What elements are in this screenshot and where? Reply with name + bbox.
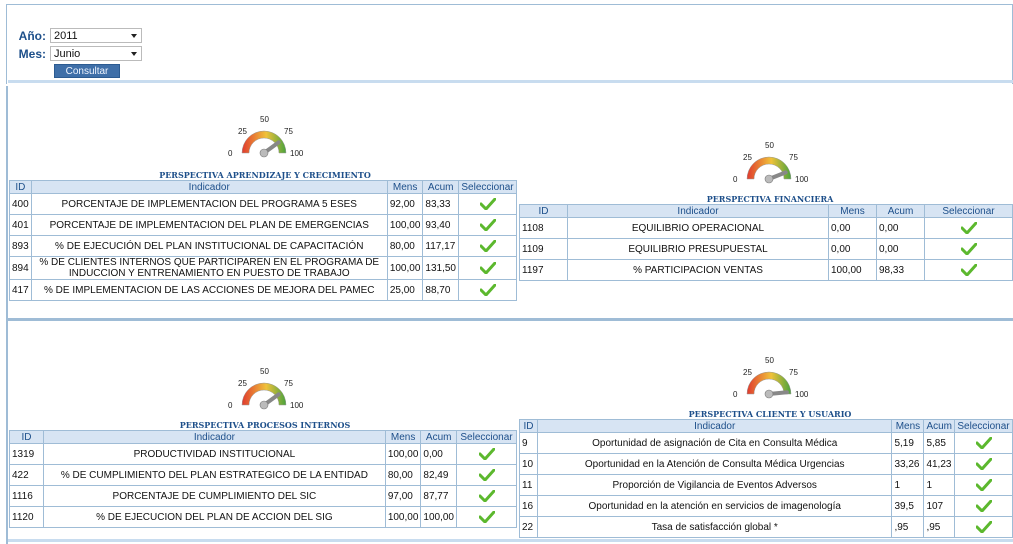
column-header-indicator: Indicador <box>31 181 387 194</box>
select-check-icon[interactable] <box>961 244 977 255</box>
cell-indicator: PORCENTAJE DE CUMPLIMIENTO DEL SIC <box>44 486 386 507</box>
year-select[interactable] <box>50 28 142 43</box>
column-header-mens: Mens <box>829 205 877 218</box>
select-check-icon[interactable] <box>480 199 496 210</box>
cell-indicator: PORCENTAJE DE IMPLEMENTACION DEL PLAN DE EMERGENCIAS <box>31 215 387 236</box>
gauge-tick-label: 50 <box>260 367 269 376</box>
cell-mens: ,95 <box>892 517 924 538</box>
column-header-select: Seleccionar <box>457 431 517 444</box>
cell-acum: 82,49 <box>421 465 457 486</box>
chevron-down-icon <box>131 52 137 56</box>
cell-id: 1109 <box>520 239 568 260</box>
cell-acum: 41,23 <box>924 454 955 475</box>
indicator-table-procesos <box>9 430 517 528</box>
column-header-select: Seleccionar <box>459 181 517 194</box>
select-check-icon[interactable] <box>961 265 977 276</box>
select-cell <box>459 280 517 301</box>
gauge-tick-label: 0 <box>228 149 233 158</box>
gauge-tick-label: 0 <box>228 401 233 410</box>
select-cell <box>457 444 517 465</box>
table-header <box>10 181 517 194</box>
cell-mens: 33,26 <box>892 454 924 475</box>
indicator-table-aprendizaje <box>9 180 517 301</box>
column-header-indicator: Indicador <box>568 205 829 218</box>
select-check-icon[interactable] <box>976 480 992 491</box>
select-cell <box>457 465 517 486</box>
table-header <box>10 431 517 444</box>
select-check-icon[interactable] <box>479 491 495 502</box>
cell-indicator: % DE EJECUCION DEL PLAN DE ACCION DEL SIG <box>44 507 386 528</box>
select-cell <box>955 517 1013 538</box>
select-cell <box>955 496 1013 517</box>
column-header-mens: Mens <box>892 420 924 433</box>
cell-id: 10 <box>520 454 538 475</box>
table-row <box>520 475 1013 496</box>
table-row <box>10 257 517 280</box>
gauge-tick-label: 50 <box>260 115 269 124</box>
table-row <box>520 218 1013 239</box>
column-header-id: ID <box>10 181 32 194</box>
gauge-financiera <box>729 141 809 185</box>
gauge-tick-label: 25 <box>743 153 752 162</box>
cell-mens: 100,00 <box>829 260 877 281</box>
cell-mens: 39,5 <box>892 496 924 517</box>
table-row <box>520 239 1013 260</box>
select-cell <box>459 215 517 236</box>
select-check-icon[interactable] <box>480 263 496 274</box>
cell-id: 417 <box>10 280 32 301</box>
cell-mens: 80,00 <box>385 465 421 486</box>
column-header-id: ID <box>10 431 44 444</box>
table-row <box>10 215 517 236</box>
table-row <box>520 260 1013 281</box>
cell-acum: ,95 <box>924 517 955 538</box>
table-row <box>10 444 517 465</box>
gauge-tick-label: 100 <box>290 401 304 410</box>
select-check-icon[interactable] <box>480 220 496 231</box>
gauge-tick-label: 50 <box>765 141 774 150</box>
column-header-acum: Acum <box>924 420 955 433</box>
select-cell <box>457 507 517 528</box>
cell-mens: 100,00 <box>385 507 421 528</box>
cell-acum: 0,00 <box>877 239 925 260</box>
cell-indicator: % DE EJECUCIÓN DEL PLAN INSTITUCIONAL DE CAPACITACIÓN <box>31 236 387 257</box>
column-header-acum: Acum <box>421 431 457 444</box>
filter-panel-rule <box>8 80 1013 83</box>
cell-indicator: % PARTICIPACION VENTAS <box>568 260 829 281</box>
cell-id: 893 <box>10 236 32 257</box>
table-row <box>520 454 1013 475</box>
column-header-mens: Mens <box>385 431 421 444</box>
select-cell <box>457 486 517 507</box>
column-header-select: Seleccionar <box>925 205 1013 218</box>
cell-indicator: % DE CLIENTES INTERNOS QUE PARTICIPAREN EN EL PROGRAMA DE INDUCCION Y ENTRENAMIENTO EN PUESTO DE TRABAJO <box>31 257 387 280</box>
perspective-title-aprendizaje: PERSPECTIVA APRENDIZAJE Y CRECIMIENTO <box>159 170 371 180</box>
cell-indicator: Oportunidad de asignación de Cita en Consulta Médica <box>538 433 892 454</box>
select-check-icon[interactable] <box>479 470 495 481</box>
table-header <box>520 205 1013 218</box>
perspective-title-financiera: PERSPECTIVA FINANCIERA <box>706 194 834 204</box>
gauge-tick-label: 75 <box>789 368 798 377</box>
cell-id: 1319 <box>10 444 44 465</box>
year-select-value: 2011 <box>54 30 78 42</box>
cell-indicator: PORCENTAJE DE IMPLEMENTACION DEL PROGRAMA 5 ESES <box>31 194 387 215</box>
select-check-icon[interactable] <box>976 459 992 470</box>
gauge-aprendizaje <box>224 115 304 159</box>
cell-indicator: EQUILIBRIO OPERACIONAL <box>568 218 829 239</box>
cell-indicator: Proporción de Vigilancia de Eventos Adversos <box>538 475 892 496</box>
column-header-indicator: Indicador <box>538 420 892 433</box>
cell-indicator: % DE IMPLEMENTACION DE LAS ACCIONES DE MEJORA DEL PAMEC <box>31 280 387 301</box>
column-header-select: Seleccionar <box>955 420 1013 433</box>
cell-id: 11 <box>520 475 538 496</box>
select-check-icon[interactable] <box>480 285 496 296</box>
cell-acum: 0,00 <box>877 218 925 239</box>
select-check-icon[interactable] <box>479 512 495 523</box>
column-header-id: ID <box>520 205 568 218</box>
cell-mens: 100,00 <box>385 444 421 465</box>
indicator-table-financiera <box>519 204 1013 281</box>
cell-acum: 88,70 <box>423 280 459 301</box>
table-row <box>520 517 1013 538</box>
gauge-tick-label: 25 <box>238 379 247 388</box>
cell-mens: 5,19 <box>892 433 924 454</box>
select-cell <box>925 239 1013 260</box>
cell-id: 401 <box>10 215 32 236</box>
cell-id: 9 <box>520 433 538 454</box>
gauge-tick-label: 25 <box>238 127 247 136</box>
column-header-acum: Acum <box>423 181 459 194</box>
cell-mens: 97,00 <box>385 486 421 507</box>
year-filter <box>14 28 142 43</box>
gauge-tick-label: 75 <box>284 379 293 388</box>
select-check-icon[interactable] <box>961 223 977 234</box>
cell-indicator: EQUILIBRIO PRESUPUESTAL <box>568 239 829 260</box>
select-cell <box>955 475 1013 496</box>
cell-acum: 93,40 <box>423 215 459 236</box>
cell-mens: 100,00 <box>387 257 423 280</box>
select-cell <box>925 260 1013 281</box>
cell-mens: 0,00 <box>829 218 877 239</box>
table-row <box>10 465 517 486</box>
cell-id: 22 <box>520 517 538 538</box>
cell-id: 422 <box>10 465 44 486</box>
section-divider <box>6 318 1013 321</box>
cell-id: 1116 <box>10 486 44 507</box>
cell-indicator: PRODUCTIVIDAD INSTITUCIONAL <box>44 444 386 465</box>
cell-acum: 87,77 <box>421 486 457 507</box>
cell-indicator: Oportunidad en la atención en servicios de imagenología <box>538 496 892 517</box>
select-cell <box>459 194 517 215</box>
cell-acum: 98,33 <box>877 260 925 281</box>
month-filter <box>14 46 142 61</box>
cell-id: 1197 <box>520 260 568 281</box>
consult-button[interactable]: Consultar <box>54 64 120 78</box>
table-row <box>520 433 1013 454</box>
cell-acum: 131,50 <box>423 257 459 280</box>
month-select-value: Junio <box>54 48 81 60</box>
gauge-tick-label: 100 <box>290 149 304 158</box>
cell-acum: 1 <box>924 475 955 496</box>
bottom-rule <box>8 539 1013 542</box>
gauge-procesos <box>224 367 304 411</box>
filter-panel <box>6 4 1013 84</box>
column-header-acum: Acum <box>877 205 925 218</box>
cell-id: 894 <box>10 257 32 280</box>
cell-mens: 100,00 <box>387 215 423 236</box>
gauge-tick-label: 100 <box>795 390 809 399</box>
select-check-icon[interactable] <box>976 522 992 533</box>
cell-acum: 117,17 <box>423 236 459 257</box>
cell-acum: 107 <box>924 496 955 517</box>
gauge-cliente <box>729 356 809 400</box>
gauge-tick-label: 0 <box>733 175 738 184</box>
select-check-icon[interactable] <box>976 438 992 449</box>
cell-acum: 100,00 <box>421 507 457 528</box>
section-border-bottom <box>6 321 8 544</box>
select-check-icon[interactable] <box>480 241 496 252</box>
indicator-table-cliente <box>519 419 1013 538</box>
month-label: Mes: <box>18 46 46 61</box>
cell-mens: 80,00 <box>387 236 423 257</box>
cell-acum: 5,85 <box>924 433 955 454</box>
cell-id: 16 <box>520 496 538 517</box>
table-row <box>520 496 1013 517</box>
cell-mens: 92,00 <box>387 194 423 215</box>
cell-mens: 25,00 <box>387 280 423 301</box>
gauge-tick-label: 75 <box>284 127 293 136</box>
cell-indicator: Tasa de satisfacción global * <box>538 517 892 538</box>
month-select[interactable] <box>50 46 142 61</box>
cell-mens: 0,00 <box>829 239 877 260</box>
table-row <box>10 486 517 507</box>
cell-acum: 0,00 <box>421 444 457 465</box>
chevron-down-icon <box>131 34 137 38</box>
perspective-title-cliente: PERSPECTIVA CLIENTE Y USUARIO <box>688 409 852 419</box>
gauge-tick-label: 100 <box>795 175 809 184</box>
table-row <box>10 194 517 215</box>
section-border-top <box>6 86 8 318</box>
cell-id: 1120 <box>10 507 44 528</box>
column-header-id: ID <box>520 420 538 433</box>
perspective-title-procesos: PERSPECTIVA PROCESOS INTERNOS <box>179 420 351 430</box>
table-row <box>10 507 517 528</box>
select-cell <box>459 257 517 280</box>
cell-indicator: % DE CUMPLIMIENTO DEL PLAN ESTRATEGICO DE LA ENTIDAD <box>44 465 386 486</box>
select-cell <box>955 454 1013 475</box>
gauge-tick-label: 0 <box>733 390 738 399</box>
gauge-tick-label: 25 <box>743 368 752 377</box>
table-header <box>520 420 1013 433</box>
gauge-tick-label: 50 <box>765 356 774 365</box>
cell-acum: 83,33 <box>423 194 459 215</box>
gauge-tick-label: 75 <box>789 153 798 162</box>
column-header-mens: Mens <box>387 181 423 194</box>
cell-id: 1108 <box>520 218 568 239</box>
select-cell <box>955 433 1013 454</box>
year-label: Año: <box>18 28 46 43</box>
column-header-indicator: Indicador <box>44 431 386 444</box>
select-check-icon[interactable] <box>976 501 992 512</box>
table-row <box>10 236 517 257</box>
select-check-icon[interactable] <box>479 449 495 460</box>
select-cell <box>925 218 1013 239</box>
select-cell <box>459 236 517 257</box>
cell-indicator: Oportunidad en la Atención de Consulta Médica Urgencias <box>538 454 892 475</box>
cell-mens: 1 <box>892 475 924 496</box>
table-row <box>10 280 517 301</box>
cell-id: 400 <box>10 194 32 215</box>
